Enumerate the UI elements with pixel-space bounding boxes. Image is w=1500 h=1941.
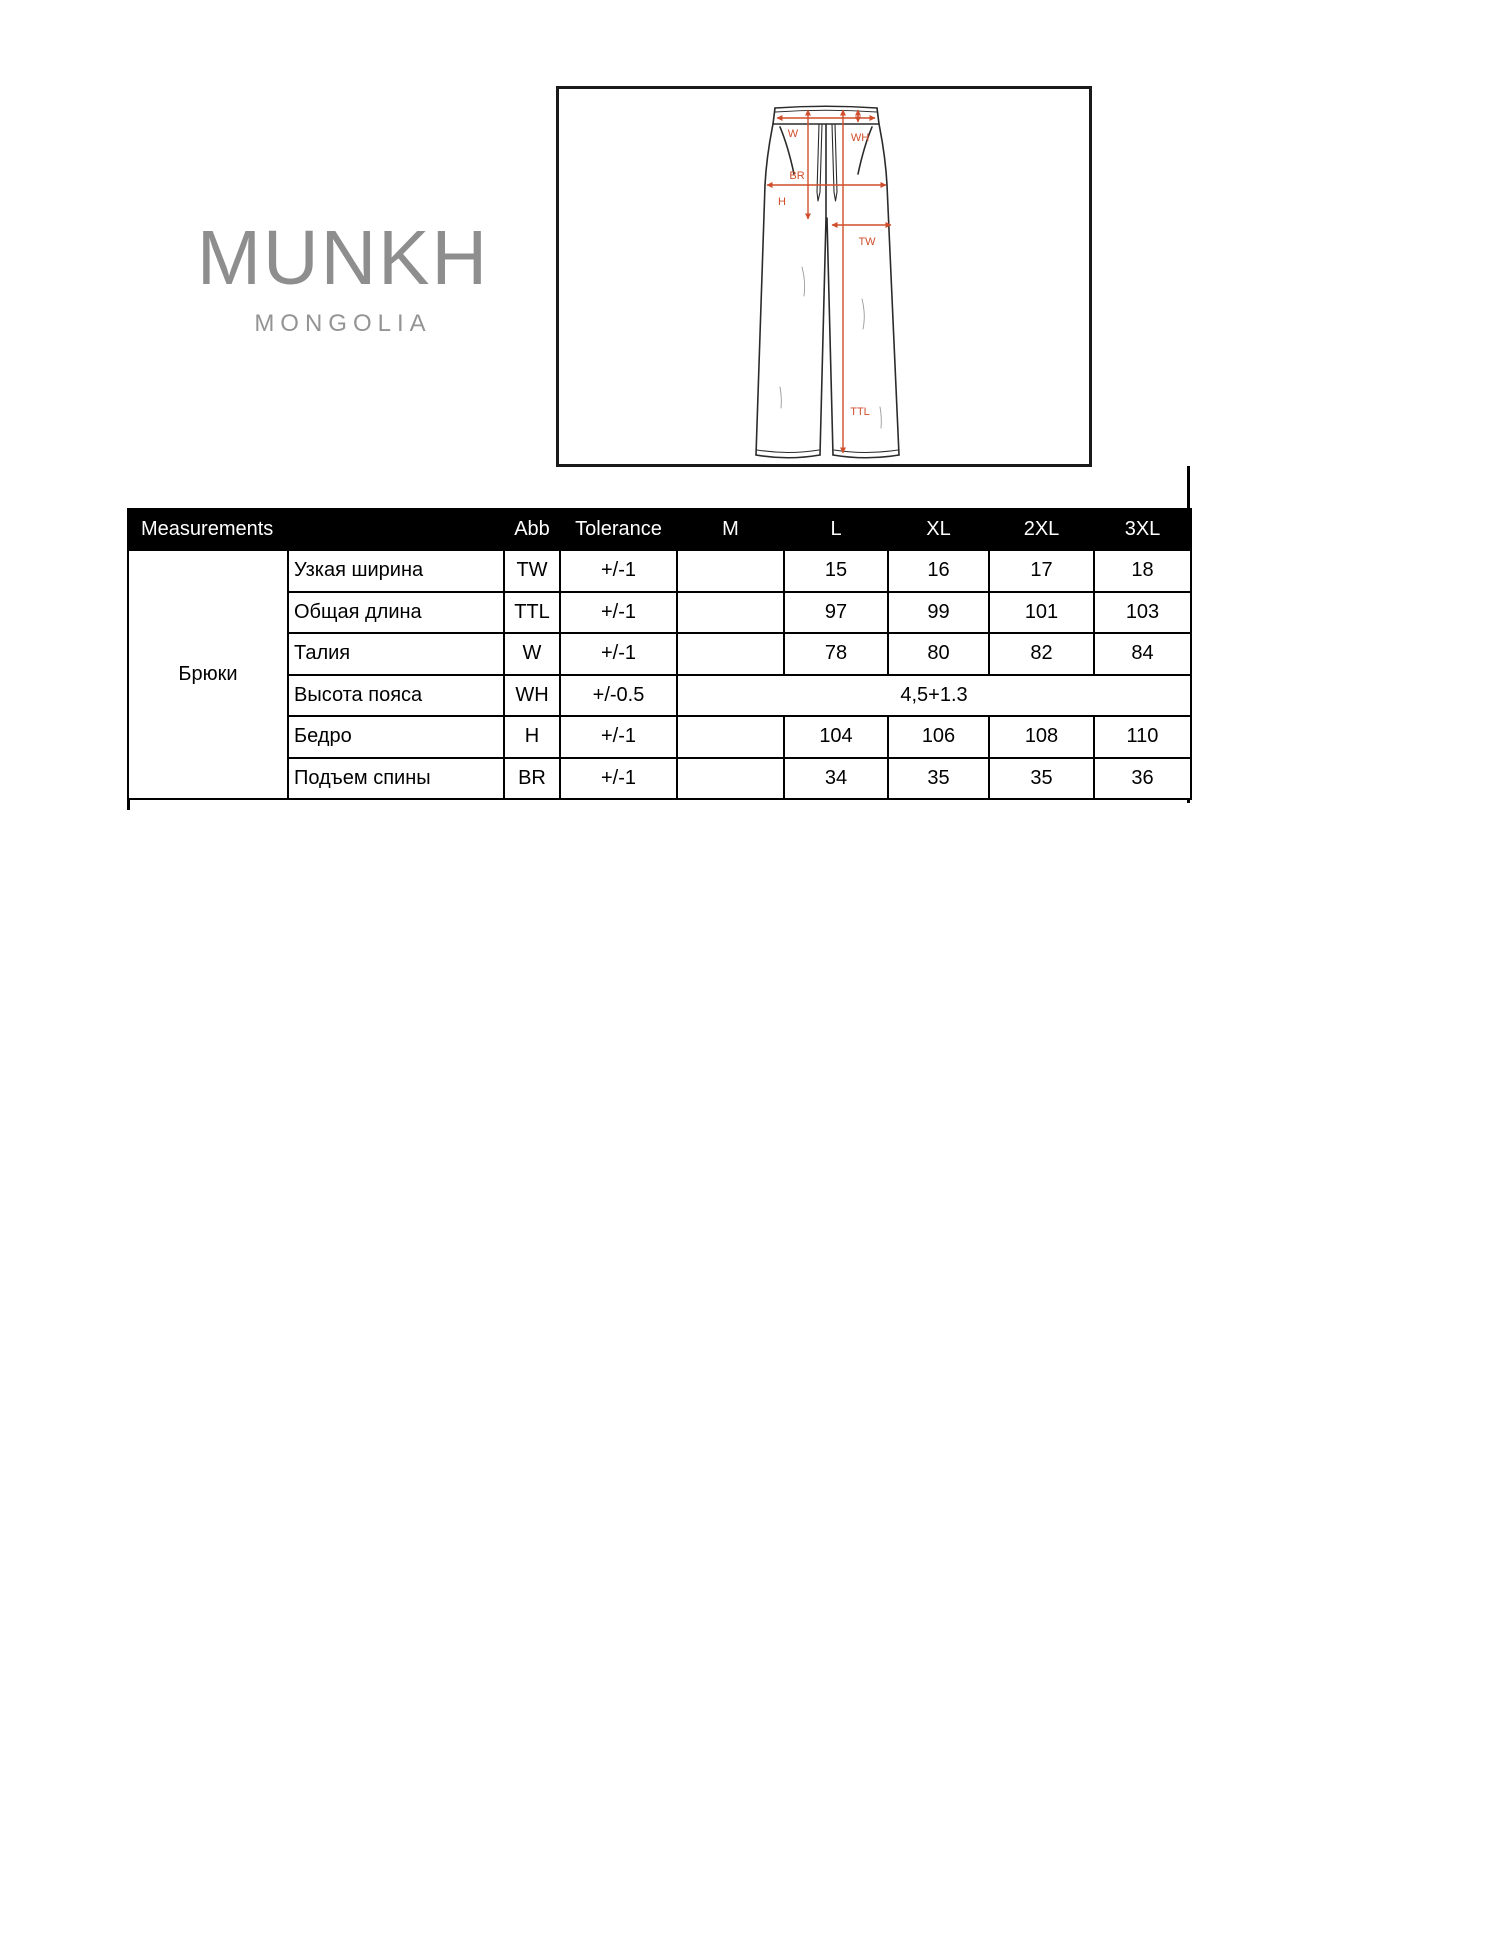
measure-name: Узкая ширина — [288, 550, 504, 592]
measure-tolerance: +/-1 — [560, 716, 677, 758]
measure-abb: BR — [504, 758, 560, 800]
table-row — [128, 716, 1191, 758]
table-row — [128, 592, 1191, 634]
value-xl: 35 — [888, 758, 989, 800]
value-l: 97 — [784, 592, 888, 634]
table-row — [128, 675, 1191, 717]
value-l: 104 — [784, 716, 888, 758]
measure-tolerance: +/-0.5 — [560, 675, 677, 717]
brand-logo — [196, 215, 490, 338]
value-m — [677, 758, 784, 800]
measure-name: Высота пояса — [288, 675, 504, 717]
value-l: 15 — [784, 550, 888, 592]
value-m — [677, 716, 784, 758]
value-3xl: 18 — [1094, 550, 1191, 592]
table-row — [128, 758, 1191, 800]
label-br: BR — [789, 170, 805, 182]
table-header-row — [128, 509, 1191, 550]
measure-name: Общая длина — [288, 592, 504, 634]
value-2xl: 17 — [989, 550, 1094, 592]
measure-tolerance: +/-1 — [560, 758, 677, 800]
category-cell: Брюки — [128, 550, 288, 799]
measure-abb: TW — [504, 550, 560, 592]
measure-name: Подъем спины — [288, 758, 504, 800]
measure-abb: WH — [504, 675, 560, 717]
label-tw: TW — [858, 236, 876, 248]
measure-name: Талия — [288, 633, 504, 675]
header-measurements: Measurements — [128, 509, 504, 550]
label-ttl: TTL — [850, 406, 870, 418]
pants-diagram-box — [556, 86, 1092, 467]
value-m — [677, 550, 784, 592]
value-l: 34 — [784, 758, 888, 800]
value-3xl: 36 — [1094, 758, 1191, 800]
measure-tolerance: +/-1 — [560, 633, 677, 675]
brand-country: MONGOLIA — [254, 310, 432, 337]
value-xl: 106 — [888, 716, 989, 758]
header-abb: Abb — [504, 509, 560, 550]
value-3xl: 84 — [1094, 633, 1191, 675]
measure-abb: W — [504, 633, 560, 675]
drawstring — [817, 124, 837, 201]
measure-tolerance: +/-1 — [560, 550, 677, 592]
table-row — [128, 550, 1191, 592]
label-h: H — [778, 196, 786, 208]
measure-tolerance: +/-1 — [560, 592, 677, 634]
label-wh: WH — [850, 132, 870, 144]
value-xl: 16 — [888, 550, 989, 592]
value-3xl: 110 — [1094, 716, 1191, 758]
value-m — [677, 592, 784, 634]
pants-outline — [756, 106, 899, 458]
header-size-3xl: 3XL — [1094, 509, 1191, 550]
header-size-xl: XL — [888, 509, 989, 550]
brand-name: MUNKH — [196, 215, 490, 301]
header-size-l: L — [784, 509, 888, 550]
header-size-m: M — [677, 509, 784, 550]
value-xl: 80 — [888, 633, 989, 675]
value-3xl: 103 — [1094, 592, 1191, 634]
merged-value-all-sizes: 4,5+1.3 — [677, 675, 1191, 717]
value-l: 78 — [784, 633, 888, 675]
measurements-table — [127, 508, 1192, 800]
value-2xl: 108 — [989, 716, 1094, 758]
measure-abb: H — [504, 716, 560, 758]
label-w: W — [787, 128, 799, 140]
pants-technical-drawing — [559, 89, 1089, 464]
table-row — [128, 633, 1191, 675]
header-tolerance: Tolerance — [560, 509, 677, 550]
value-2xl: 35 — [989, 758, 1094, 800]
value-xl: 99 — [888, 592, 989, 634]
value-m — [677, 633, 784, 675]
value-2xl: 101 — [989, 592, 1094, 634]
measure-abb: TTL — [504, 592, 560, 634]
header-size-2xl: 2XL — [989, 509, 1094, 550]
measurement-labels — [778, 128, 876, 418]
value-2xl: 82 — [989, 633, 1094, 675]
measure-name: Бедро — [288, 716, 504, 758]
